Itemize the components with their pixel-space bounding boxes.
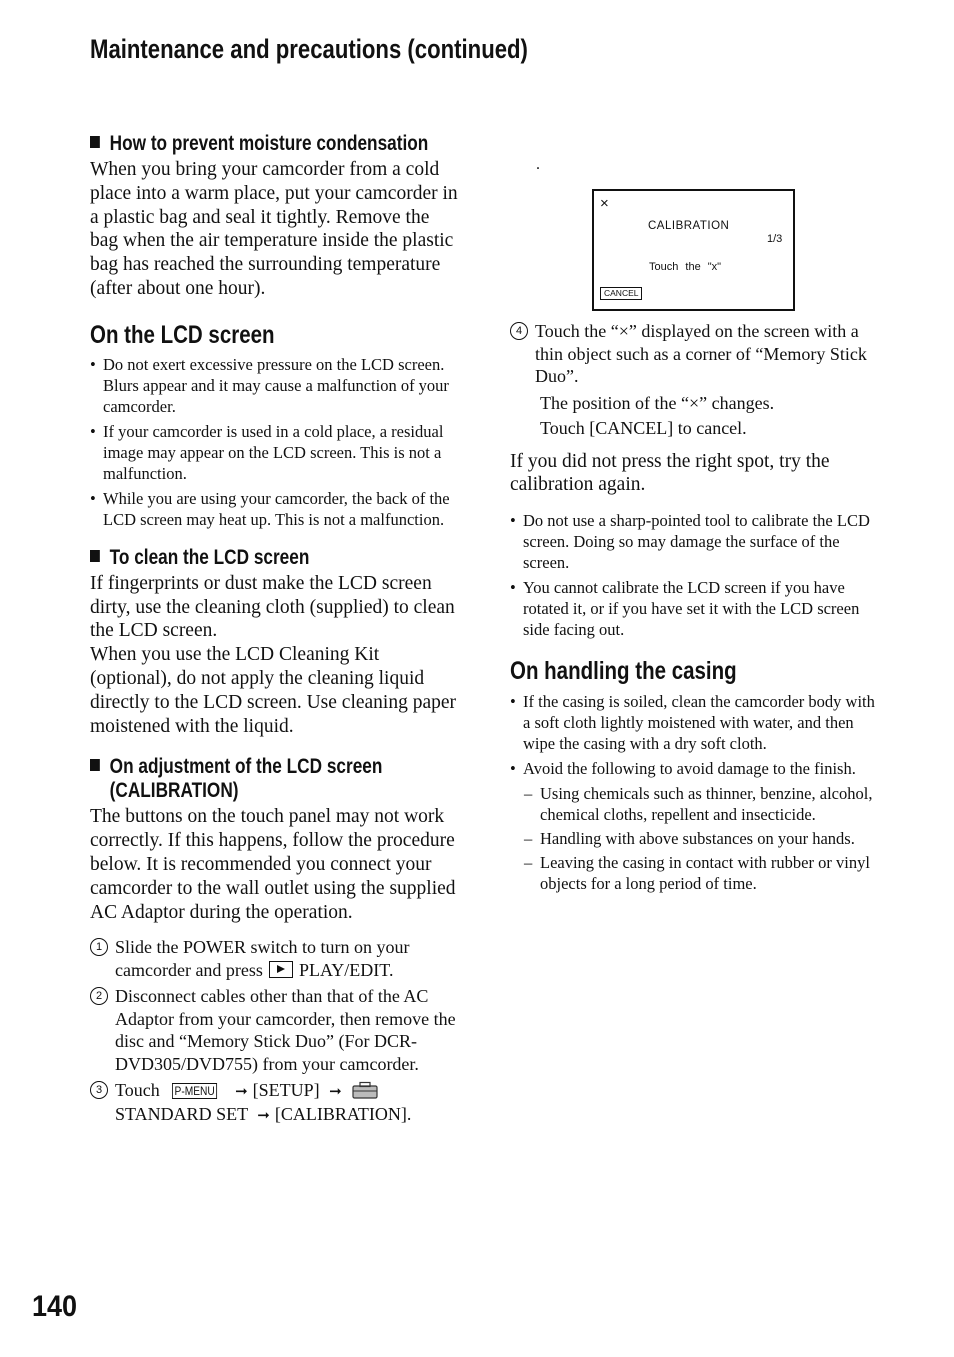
square-bullet-icon — [90, 136, 100, 148]
close-icon: × — [600, 195, 609, 212]
list-item: • You cannot calibrate the LCD screen if you have rotated it, or if you have set it with the LCD screen side facing out. — [510, 577, 882, 640]
screen-title: CALIBRATION — [648, 220, 730, 232]
moisture-heading — [90, 132, 429, 156]
step-4 — [510, 320, 882, 388]
toolbox-icon — [351, 1081, 379, 1099]
step-4-text: Touch the “×” displayed on the screen with a thin object such as a corner of “Memory Stick Duo”. — [535, 321, 867, 386]
list-item: • Do not exert excessive pressure on the LCD screen. Blurs appear and it may cause a malfunction of your camcorder. — [90, 354, 458, 417]
play-icon — [269, 961, 293, 978]
list-item: – Using chemicals such as thinner, benzine, alcohol, chemical cloths, repellent and insecticide. — [524, 783, 882, 825]
screen-instruction: Touch the "x" — [649, 261, 722, 273]
clean-heading-text: To clean the LCD screen — [109, 545, 310, 569]
page-number: 140 — [32, 1290, 78, 1323]
step-3-standard-set: STANDARD SET — [115, 1103, 248, 1124]
screen-page-indicator: 1/3 — [767, 233, 783, 245]
calibration-screen-illustration — [592, 189, 795, 311]
step-number: 1 — [90, 938, 108, 956]
clean-text-1: If fingerprints or dust make the LCD screen dirty, use the cleaning cloth (supplied) to clean the LCD screen. — [90, 572, 455, 642]
step-2 — [90, 985, 458, 1075]
casing-heading: On handling the casing — [510, 657, 737, 686]
calibration-heading-line2: (CALIBRATION) — [109, 779, 239, 803]
calibration-heading — [90, 755, 392, 803]
step-3-setup: [SETUP] — [252, 1080, 320, 1101]
arrow-right-icon: ➞ — [235, 1082, 248, 1101]
square-bullet-icon — [90, 759, 100, 771]
list-item: – Leaving the casing in contact with rubber or vinyl objects for a long period of time. — [524, 852, 882, 894]
step-3-touch: Touch — [115, 1080, 160, 1101]
step-3-calibration: [CALIBRATION]. — [274, 1103, 412, 1124]
step-number: 3 — [90, 1081, 108, 1099]
right-column — [510, 320, 882, 897]
step-2-text: Disconnect cables other than that of the AC Adaptor from your camcorder, then remove the disc and “Memory Stick Duo” (For DCR-DVD305/DVD755) from your camcorder. — [115, 986, 456, 1074]
list-item: – Handling with above substances on your hands. — [524, 828, 882, 849]
step-1 — [90, 936, 458, 981]
p-menu-icon: P-MENU — [172, 1083, 217, 1099]
square-bullet-icon — [90, 550, 100, 562]
step-number: 2 — [90, 987, 108, 1005]
lcd-screen-bullets — [90, 354, 458, 530]
arrow-right-icon: ➞ — [329, 1082, 342, 1101]
clean-heading — [90, 546, 392, 570]
calibration-heading-line1: On adjustment of the LCD screen — [109, 755, 383, 779]
step-number: 4 — [510, 322, 528, 340]
step-3 — [90, 1079, 458, 1126]
arrow-right-icon: ➞ — [257, 1105, 270, 1124]
calibration-text: The buttons on the touch panel may not work correctly. If this happens, follow the procedure below. It is recommended you connect your camcorder to the wall outlet using the supplied AC Adaptor during the operation. — [90, 806, 456, 923]
casing-avoid-list — [524, 783, 882, 894]
moisture-heading-text: How to prevent moisture condensation — [109, 132, 429, 155]
step-4-sub-1: The position of the “×” changes. — [540, 392, 775, 413]
lcd-screen-heading: On the LCD screen — [90, 320, 275, 349]
step-4-sub-2: Touch [CANCEL] to cancel. — [540, 418, 747, 438]
list-item: • If the casing is soiled, clean the camcorder body with a soft cloth lightly moistened with water, and then wipe the casing with a dry soft cloth. — [510, 691, 882, 754]
retry-text: If you did not press the right spot, try the calibration again. — [510, 450, 830, 496]
step-1-text: Slide the POWER switch to turn on your camcorder and press — [115, 937, 410, 980]
step-1-text-b: PLAY/EDIT. — [298, 959, 394, 980]
calibration-notes — [510, 510, 882, 640]
list-item: • If your camcorder is used in a cold place, a residual image may appear on the LCD screen. This is not a malfunction. — [90, 421, 458, 484]
left-column — [90, 132, 458, 1130]
screen-cancel-button: CANCEL — [600, 287, 642, 300]
list-item: • Avoid the following to avoid damage to the finish. — [510, 758, 882, 779]
moisture-text: When you bring your camcorder from a cold place into a warm place, put your camcorder in a plastic bag and seal it tightly. Remove the bag when the air temperature inside the plastic bag has reached the surrounding temperature (after about one hour). — [90, 159, 458, 299]
list-item: • While you are using your camcorder, the back of the LCD screen may heat up. This is not a malfunction. — [90, 488, 458, 530]
list-item: • Do not use a sharp-pointed tool to calibrate the LCD screen. Doing so may damage the surface of the screen. — [510, 510, 882, 573]
casing-bullets — [510, 691, 882, 779]
clean-text-2: When you use the LCD Cleaning Kit (optional), do not apply the cleaning liquid directly to the LCD screen. Use cleaning paper moistened with the liquid. — [90, 644, 457, 737]
stray-dot: . — [536, 156, 540, 173]
page-header: Maintenance and precautions (continued) — [90, 34, 528, 64]
